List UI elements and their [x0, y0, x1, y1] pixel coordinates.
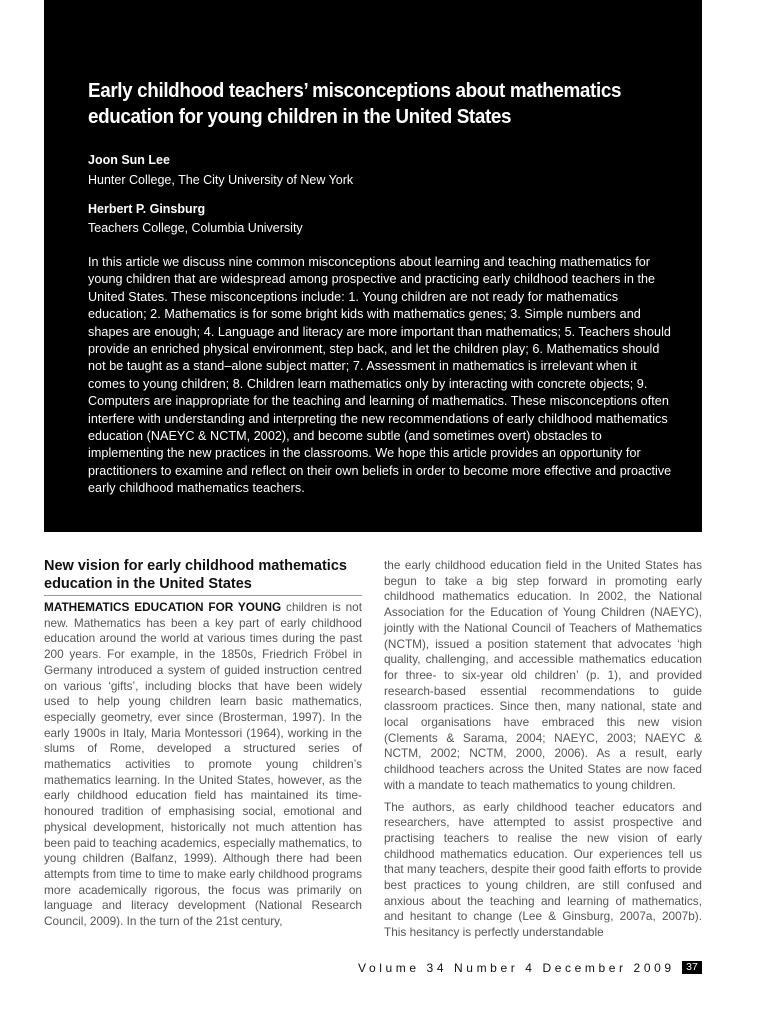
- author-name: Herbert P. Ginsburg: [88, 202, 206, 216]
- author-affiliation: Teachers College, Columbia University: [88, 221, 303, 235]
- page-number: 37: [682, 961, 702, 974]
- body-column-left: [44, 558, 362, 936]
- issue-footer: Volume 34 Number 4 December 2009: [358, 961, 675, 975]
- lead-in-text: MATHEMATICS EDUCATION FOR YOUNG: [44, 600, 282, 614]
- author-affiliation: Hunter College, The City University of New York: [88, 173, 354, 187]
- body-column-right: [384, 558, 702, 947]
- body-paragraph: The authors, as early childhood teacher educators and researchers, have attempted to assist prospective and practising teachers to realise the new vision of early childhood mathematics education. Our experiences tell us that many teachers, despite their good faith efforts to provide best practices to young children, are still confused and anxious about the teaching and learning of mathematics, and hesitant to change (Lee & Ginsburg, 2007a, 2007b). This hesitancy is perfectly understandable: [384, 799, 702, 940]
- abstract: In this article we discuss nine common misconceptions about learning and teaching mathematics for young children that are widespread among prospective and practicing early childhood teachers in the United States. These misconceptions include: 1. Young children are not ready for mathematics education; 2. Mathematics is for some bright kids with mathematics genes; 3. Simple numbers and shapes are enough; 4. Language and literacy are more important than mathematics; 5. Teachers should provide an enriched physical environment, step back, and let the children play; 6. Mathematics should not be taught as a stand–alone subject matter; 7. Assessment in mathematics is irrelevant when it comes to young children; 8. Children learn mathematics only by interacting with concrete objects; 9. Computers are inappropriate for the teaching and learning of mathematics. These misconceptions often interfere with understanding and interpreting the new recommendations of early childhood mathematics education (NAEYC & NCTM, 2002), and become subtle (and sometimes overt) obstacles to implementing the new practices in the classrooms. We hope this article provides an opportunity for practitioners to examine and reflect on their own beliefs in order to become more effective and proactive early childhood mathematics teachers.: [88, 255, 672, 496]
- section-heading: New vision for early childhood mathematics education in the United States: [44, 558, 362, 596]
- article-title: Early childhood teachers’ misconceptions about mathematics education for young children in the United States: [88, 79, 622, 128]
- body-paragraph: [44, 600, 362, 930]
- body-text: children is not new. Mathematics has been a key part of early childhood education around the world at various times during the past 200 years. For example, in the 1850s, Friedrich Fröbel in Germany introduced a system of guided instruction centred on various ‘gifts’, including blocks that have been widely used to help young children learn basic mathematics, especially geometry, ever since (Brosterman, 1997). In the early 1900s in Italy, Maria Montessori (1964), working in the slums of Rome, developed a structured series of mathematics activities to promote young children’s mathematics learning. In the United States, however, as the early childhood education field has maintained its time-honoured tradition of emphasising social, emotional and physical development, historically not much attention has been paid to teaching academics, especially mathematics, to young children (Balfanz, 1999). Although there had been attempts from time to time to make early childhood programs more academically rigorous, the focus was primarily on language and literacy development (National Research Council, 2009). In the turn of the 21st century,: [44, 600, 362, 929]
- article-header-block: [44, 0, 702, 532]
- author-name: Joon Sun Lee: [88, 153, 170, 167]
- body-paragraph: the early childhood education field in the United States has begun to take a big step forward in promoting early childhood mathematics education. In 2002, the National Association for the Education of Young Children (NAEYC), jointly with the National Council of Teachers of Mathematics (NCTM), issued a position statement that advocates ‘high quality, challenging, and accessible mathematics education for three- to six-year old children’ (p. 1), and provided research-based essential recommendations to guide classroom practices. Since then, many national, state and local organisations have embraced this new vision (Clements & Sarama, 2004; NAEYC, 2003; NAEYC & NCTM, 2002; NCTM, 2000, 2006). As a result, early childhood teachers across the United States are now faced with a mandate to teach mathematics to young children.: [384, 558, 702, 792]
